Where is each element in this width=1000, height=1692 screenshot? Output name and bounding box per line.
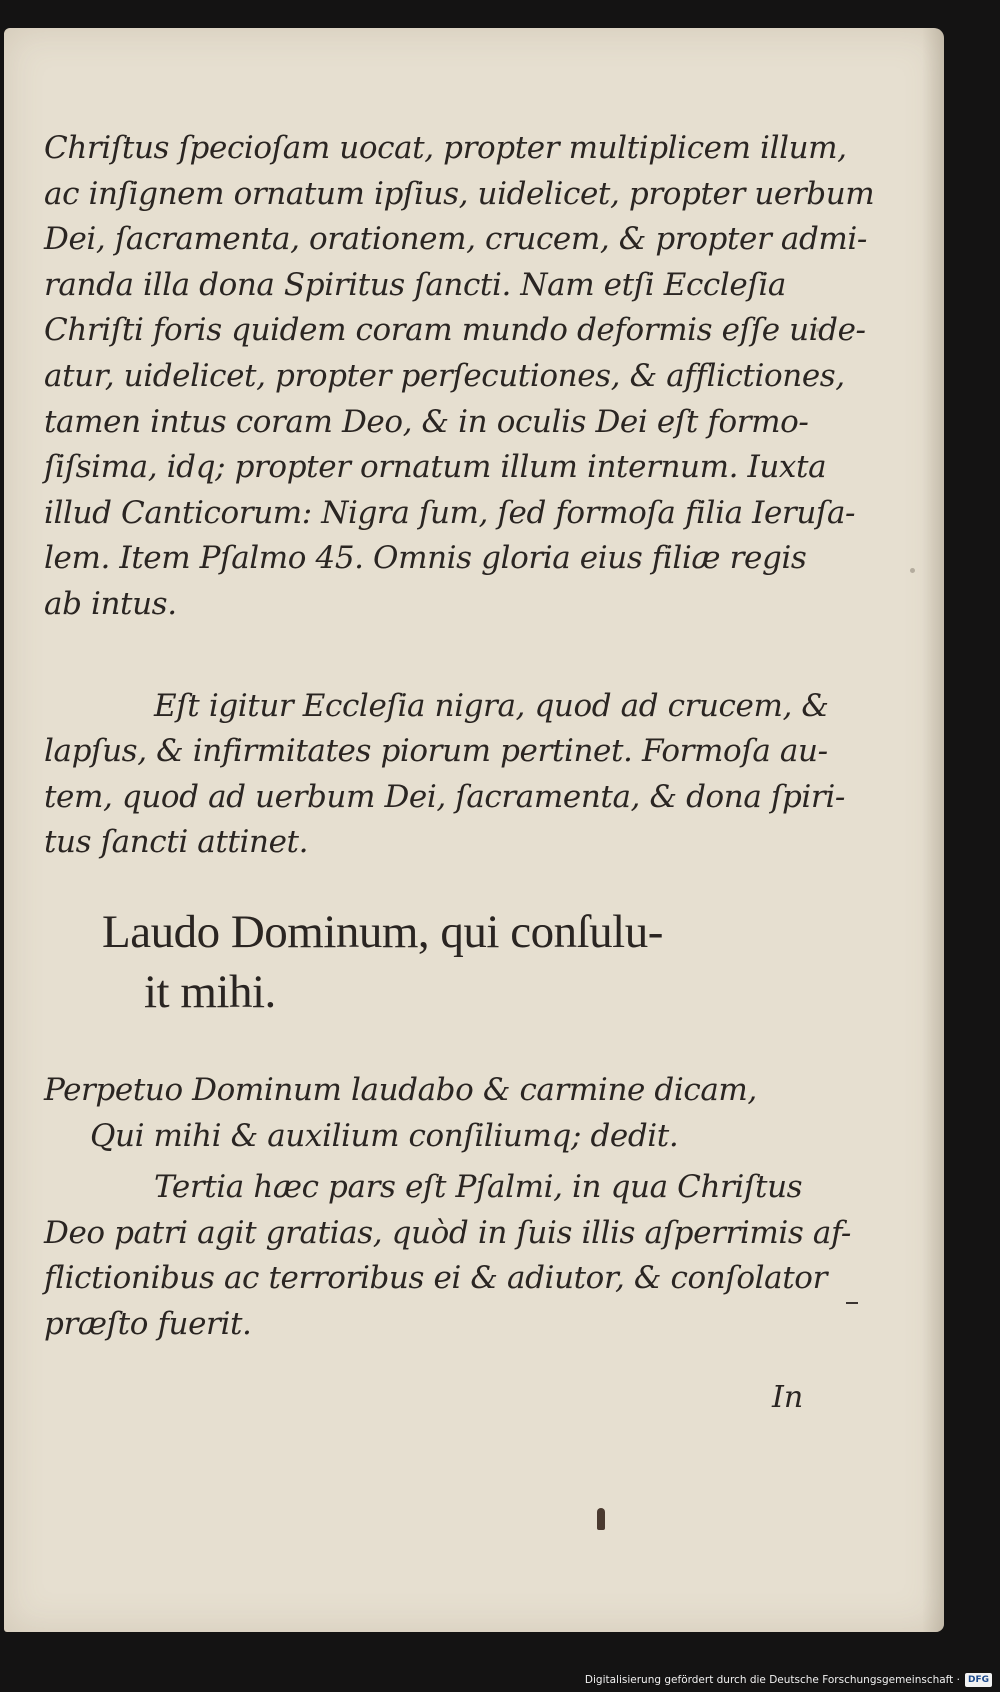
heading-line: it mihi. bbox=[144, 965, 276, 1018]
text-line: ac inſignem ornatum ipſius, uidelicet, propter uerbum bbox=[44, 175, 875, 212]
text-line: Chriſti foris quidem coram mundo deformis eſſe uide- bbox=[44, 312, 866, 349]
text-line: ab intus. bbox=[44, 585, 177, 622]
text-line: flictionibus ac terroribus ei & adiutor, & conſolator bbox=[44, 1260, 827, 1297]
paper-spot bbox=[816, 328, 820, 332]
ink-blot-mark bbox=[597, 1508, 605, 1530]
catchword: In bbox=[772, 1380, 804, 1415]
text-line: randa illa dona Spiritus ſancti. Nam etſi Eccleſia bbox=[44, 266, 786, 303]
verse bbox=[44, 1068, 824, 1159]
text-line: lapſus, & infirmitates piorum pertinet. Formoſa au- bbox=[44, 733, 828, 770]
text-line: tus ſancti attinet. bbox=[44, 824, 309, 861]
text-line: Deo patri agit gratias, quòd in ſuis illis aſperrimis af- bbox=[44, 1214, 851, 1251]
verse-line: Perpetuo Dominum laudabo & carmine dicam, bbox=[44, 1071, 757, 1108]
section-heading bbox=[44, 902, 824, 1022]
text-line: Tertia hæc pars eſt Pſalmi, in qua Chriſtus bbox=[154, 1169, 803, 1206]
text-line: Eſt igitur Eccleſia nigra, quod ad crucem, & bbox=[154, 687, 829, 724]
digitization-credit bbox=[585, 1670, 992, 1690]
text-line: atur, uidelicet, propter perſecutiones, & afflictiones, bbox=[44, 357, 845, 394]
text-line: Chriſtus ſpecioſam uocat, propter multiplicem illum, bbox=[44, 130, 847, 166]
text-line: lem. Item Pſalmo 45. Omnis gloria eius filiæ regis bbox=[44, 540, 807, 577]
paragraph-1 bbox=[44, 126, 875, 628]
credit-text: Digitalisierung gefördert durch die Deutsche Forschungsgemeinschaft · bbox=[584, 1674, 960, 1686]
page-edge-shadow bbox=[922, 28, 944, 1632]
verse-line: Qui mihi & auxilium conſiliumq; dedit. bbox=[90, 1117, 679, 1154]
heading-line: Laudo Dominum, qui conſulu- bbox=[102, 905, 663, 958]
margin-dash-mark bbox=[846, 1302, 858, 1304]
text-line: tem, quod ad uerbum Dei, ſacramenta, & dona ſpiri- bbox=[44, 778, 845, 815]
paragraph-2 bbox=[44, 684, 845, 866]
paper-spot bbox=[910, 568, 915, 573]
text-line: præſto fuerit. bbox=[44, 1305, 252, 1342]
book-page bbox=[4, 28, 944, 1632]
text-line: ſiſsima, idq; propter ornatum illum internum. Iuxta bbox=[44, 449, 827, 486]
dfg-logo-icon: DFG bbox=[965, 1673, 992, 1687]
text-line: Dei, ſacramenta, orationem, crucem, & propter admi- bbox=[44, 221, 867, 258]
text-line: illud Canticorum: Nigra ſum, ſed formoſa filia Ieruſa- bbox=[44, 494, 856, 531]
text-line: tamen intus coram Deo, & in oculis Dei eſt formo- bbox=[44, 403, 809, 440]
page-text-block bbox=[44, 126, 875, 1347]
paragraph-3 bbox=[44, 1165, 851, 1347]
